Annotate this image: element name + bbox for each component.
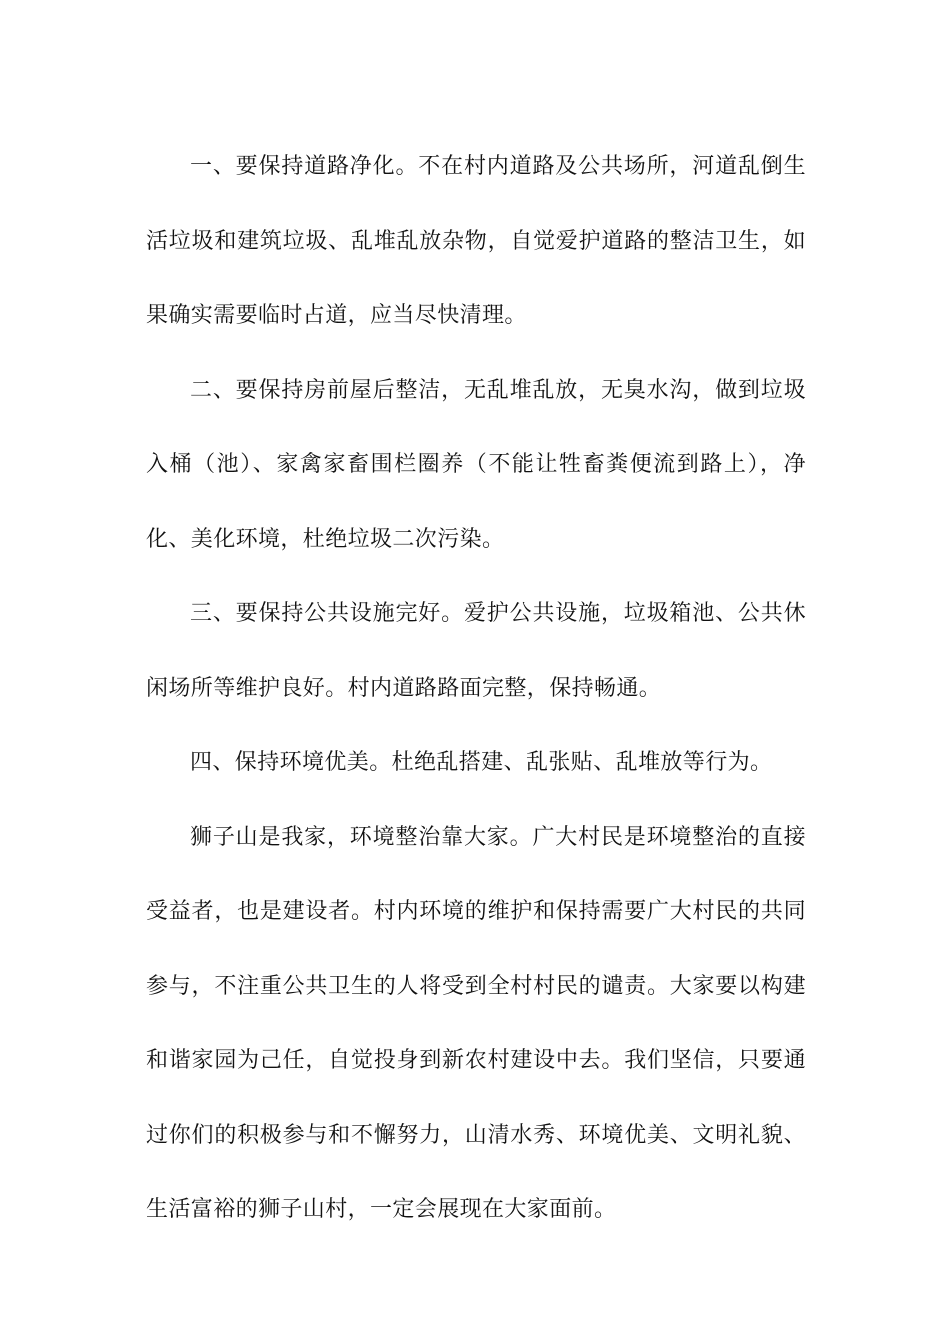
paragraph-road-cleanliness: 一、要保持道路净化。不在村内道路及公共场所，河道乱倒生活垃圾和建筑垃圾、乱堆乱放杂物，自觉爱护道路的整洁卫生，如果确实需要临时占道，应当尽快清理。: [146, 154, 806, 328]
paragraph-environment-beauty: 四、保持环境优美。杜绝乱搭建、乱张贴、乱堆放等行为。: [190, 750, 773, 775]
paragraph-house-surroundings: 二、要保持房前屋后整洁，无乱堆乱放，无臭水沟，做到垃圾入桶（池）、家禽家畜围栏圈养（不能让牲畜粪便流到路上），净化、美化环境，杜绝垃圾二次污染。: [146, 377, 806, 552]
paragraph-closing-appeal: 狮子山是我家，环境整治靠大家。广大村民是环境整治的直接受益者，也是建设者。村内环境的维护和保持需要广大村民的共同参与，不注重公共卫生的人将受到全村村民的谴责。大家要以构建和谐家园为己任，自觉投身到新农村建设中去。我们坚信，只要通过你们的积极参与和不懈努力，山清水秀、环境优美、文明礼貌、生活富裕的狮子山村，一定会展现在大家面前。: [146, 824, 806, 1222]
document-body: [146, 130, 806, 1248]
paragraph-public-facilities: 三、要保持公共设施完好。爱护公共设施，垃圾箱池、公共休闲场所等维护良好。村内道路路面完整，保持畅通。: [146, 601, 806, 701]
